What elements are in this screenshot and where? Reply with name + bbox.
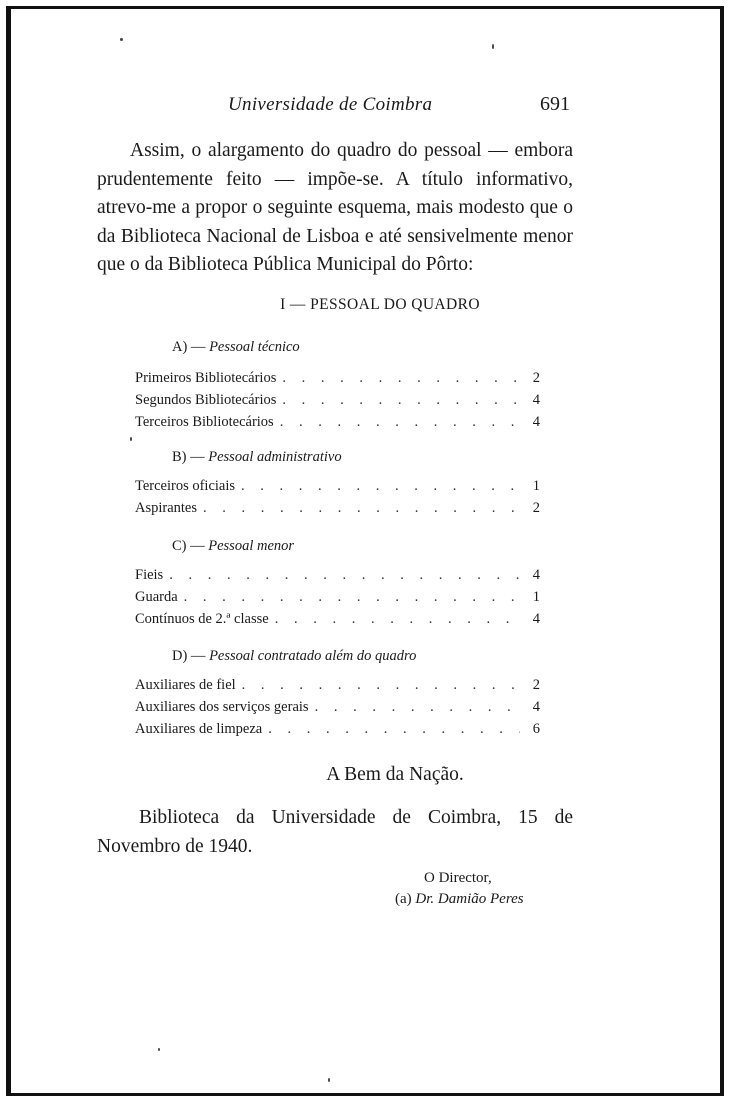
- row-label: Auxiliares de fiel: [135, 677, 236, 693]
- signature-name: Dr. Damião Peres: [415, 891, 524, 907]
- row-label: Terceiros oficiais: [135, 478, 236, 494]
- table-row: [135, 497, 540, 519]
- table-row: [135, 367, 540, 389]
- row-count: 4: [532, 611, 540, 627]
- group-letter: D) —: [172, 648, 210, 664]
- leader-dots: [315, 696, 520, 718]
- leader-dots: [268, 718, 520, 740]
- table-row: [135, 389, 540, 411]
- group-heading: [172, 535, 540, 557]
- group-heading: [172, 336, 540, 358]
- group-rows: [135, 564, 540, 630]
- group-role: Pessoal administrativo: [208, 449, 342, 465]
- row-label: Auxiliares dos serviços gerais: [135, 699, 309, 715]
- staff-group-minor: [135, 535, 540, 630]
- row-count: 4: [532, 699, 540, 715]
- place-date: Biblioteca da Universidade de Coimbra, 15 de Novembro de 1940.: [97, 807, 573, 857]
- table-row: [135, 586, 540, 608]
- row-label: Primeiros Bibliotecários: [135, 370, 277, 386]
- scan-speck: [328, 1078, 330, 1082]
- row-count: 2: [532, 370, 540, 386]
- group-role: Pessoal menor: [208, 538, 295, 554]
- table-row: [135, 411, 540, 433]
- table-row: [135, 696, 540, 718]
- signature-line: [395, 891, 524, 908]
- group-heading: [172, 446, 540, 468]
- leader-dots: [282, 389, 520, 411]
- row-count: 1: [532, 478, 540, 494]
- group-letter: B) —: [172, 449, 209, 465]
- leader-dots: [241, 475, 520, 497]
- row-count: 4: [532, 392, 540, 408]
- leader-dots: [203, 497, 520, 519]
- scan-speck: [158, 1048, 160, 1051]
- leader-dots: [242, 674, 520, 696]
- group-rows: [135, 674, 540, 740]
- leader-dots: [184, 586, 520, 608]
- signature-title: O Director,: [424, 870, 492, 886]
- row-count: 2: [532, 677, 540, 693]
- leader-dots: [169, 564, 520, 586]
- row-label: Auxiliares de limpeza: [135, 721, 263, 737]
- scan-speck: [130, 437, 132, 441]
- row-label: Contínuos de 2.ª classe: [135, 611, 269, 627]
- running-title: Universidade de Coimbra: [228, 94, 433, 115]
- staff-group-technical: [135, 336, 540, 433]
- table-row: [135, 608, 540, 630]
- scan-speck: [120, 38, 123, 41]
- group-role: Pessoal técnico: [209, 339, 300, 355]
- row-label: Terceiros Bibliotecários: [135, 414, 274, 430]
- staff-group-contracted: [135, 645, 540, 740]
- row-label: Guarda: [135, 589, 178, 605]
- group-rows: [135, 475, 540, 519]
- section-title: I — PESSOAL DO QUADRO: [280, 296, 480, 313]
- row-count: 4: [532, 414, 540, 430]
- staff-group-administrative: [135, 446, 540, 519]
- row-label: Fieis: [135, 567, 164, 583]
- intro-paragraph: Assim, o alargamento do quadro do pessoal — embora prudentemente feito — impõe-se. A título informativo, atrevo-me a propor o seguinte esquema, mais modesto que o da Biblioteca Nacional de Lisboa e até sensivelmente menor que o da Biblioteca Pública Municipal do Pôrto:: [97, 140, 573, 275]
- group-role: Pessoal contratado além do quadro: [209, 648, 417, 664]
- leader-dots: [275, 608, 520, 630]
- group-letter: C) —: [172, 538, 209, 554]
- group-rows: [135, 367, 540, 433]
- row-count: 1: [532, 589, 540, 605]
- scan-speck: [492, 44, 494, 49]
- row-count: 2: [532, 500, 540, 516]
- signature-prefix: (a): [395, 891, 416, 907]
- row-count: 6: [532, 721, 540, 737]
- table-row: [135, 718, 540, 740]
- row-label: Segundos Bibliotecários: [135, 392, 277, 408]
- page-number: 691: [540, 93, 570, 115]
- table-row: [135, 674, 540, 696]
- group-letter: A) —: [172, 339, 210, 355]
- closing-salutation: A Bem da Nação.: [326, 764, 464, 785]
- row-label: Aspirantes: [135, 500, 198, 516]
- leader-dots: [280, 411, 520, 433]
- row-count: 4: [532, 567, 540, 583]
- table-row: [135, 475, 540, 497]
- leader-dots: [282, 367, 520, 389]
- group-heading: [172, 645, 540, 667]
- table-row: [135, 564, 540, 586]
